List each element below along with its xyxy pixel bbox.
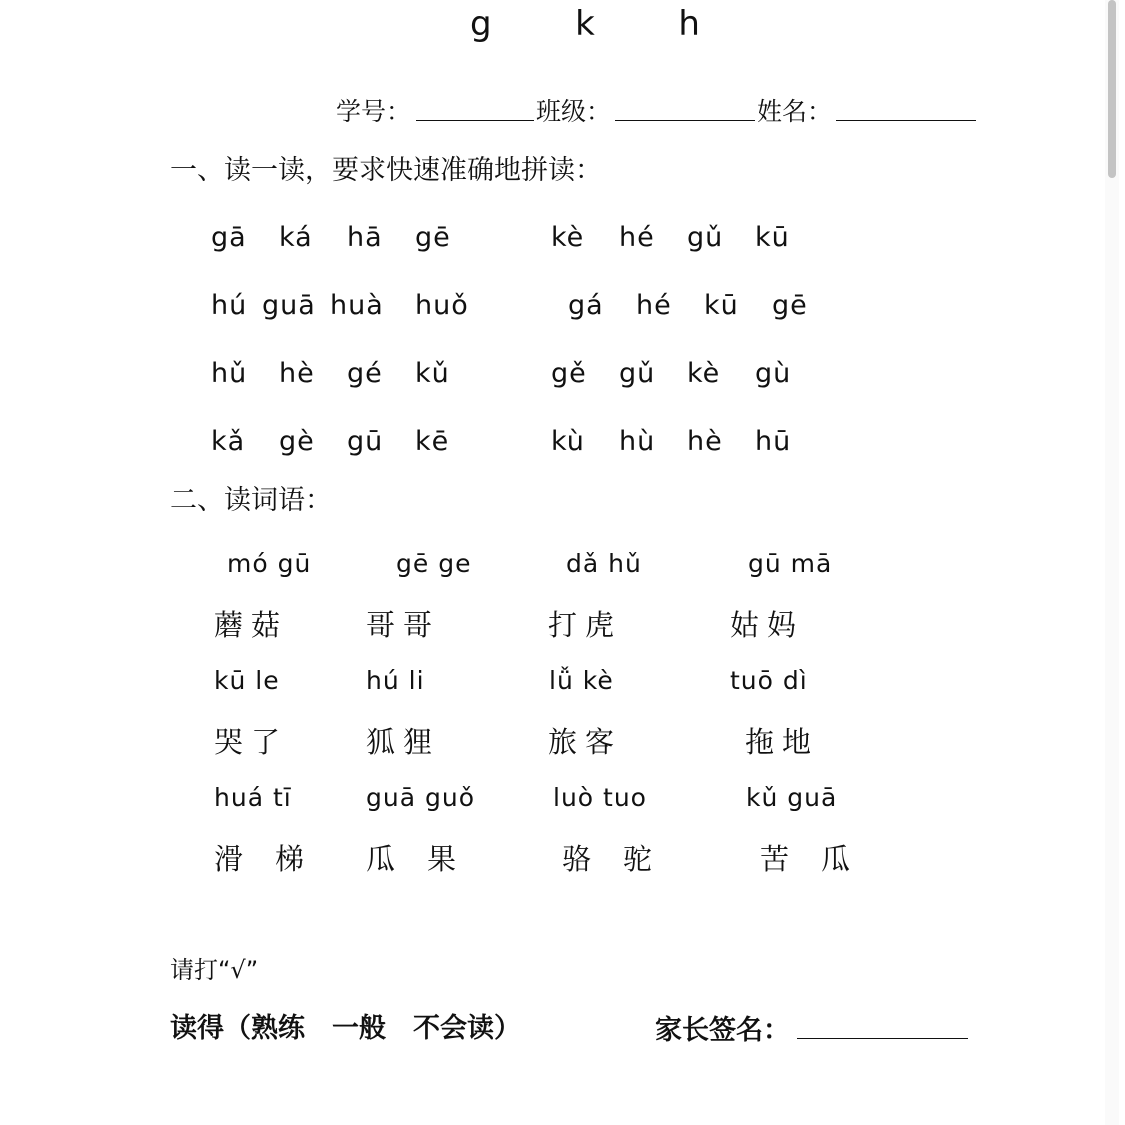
pinyin-syllable: kè	[551, 222, 585, 253]
word-hanzi: 旅客	[548, 725, 623, 759]
pinyin-syllable: hè	[687, 426, 723, 457]
student-id-blank[interactable]	[416, 120, 534, 121]
pinyin-syllable: kū	[755, 222, 790, 253]
word-hanzi: 姑妈	[730, 608, 805, 642]
pinyin-syllable: hè	[279, 358, 315, 389]
section2-heading: 二、读词语：	[170, 485, 332, 516]
pinyin-syllable: gē	[772, 290, 808, 321]
name-blank[interactable]	[836, 120, 976, 121]
word-pinyin: huá tī	[214, 783, 292, 812]
pinyin-syllable: hù	[619, 426, 656, 457]
pinyin-syllable: hǔ	[211, 358, 248, 389]
pinyin-syllable: gù	[755, 358, 792, 389]
student-id-label: 学号：	[336, 97, 412, 126]
reading-level-options: 读得（熟练 一般 不会读）	[170, 1013, 521, 1044]
pinyin-syllable: hū	[755, 426, 792, 457]
word-hanzi: 苦瓜	[760, 842, 883, 876]
pinyin-syllable: guā	[262, 290, 316, 321]
pinyin-syllable: huǒ	[415, 290, 469, 321]
pinyin-syllable: gē	[415, 222, 451, 253]
pinyin-syllable: kǔ	[415, 358, 450, 389]
pinyin-syllable: huà	[330, 290, 384, 321]
pinyin-syllable: hā	[347, 222, 383, 253]
title-letter: g	[470, 4, 492, 44]
title-letter: k	[575, 4, 595, 44]
worksheet-title	[470, 4, 700, 44]
pinyin-syllable: gǔ	[687, 222, 724, 253]
pinyin-syllable: hé	[619, 222, 655, 253]
pinyin-syllable: ká	[279, 222, 313, 253]
word-hanzi: 哥哥	[366, 608, 441, 642]
pinyin-syllable: gū	[347, 426, 384, 457]
class-label: 班级：	[536, 97, 612, 126]
pinyin-syllable: kù	[551, 426, 585, 457]
word-hanzi: 拖地	[745, 725, 820, 759]
name-label: 姓名：	[757, 97, 833, 126]
word-pinyin: hú li	[366, 666, 425, 695]
word-hanzi: 瓜果	[366, 842, 489, 876]
word-pinyin: gē ge	[396, 549, 472, 578]
word-hanzi: 滑梯	[214, 842, 337, 876]
parent-signature-blank[interactable]	[797, 1038, 968, 1039]
word-pinyin: kǔ guā	[746, 783, 838, 812]
pinyin-syllable: gǔ	[619, 358, 656, 389]
pinyin-syllable: kū	[704, 290, 739, 321]
pinyin-syllable: kǎ	[211, 426, 246, 457]
word-pinyin: dǎ hǔ	[566, 549, 642, 578]
word-pinyin: mó gū	[227, 549, 312, 578]
word-hanzi: 骆驼	[562, 842, 685, 876]
pinyin-syllable: hé	[636, 290, 672, 321]
word-hanzi: 狐狸	[366, 725, 441, 759]
section1-heading: 一、读一读，要求快速准确地拼读：	[170, 155, 602, 186]
word-pinyin: luò tuo	[553, 783, 647, 812]
vertical-scrollbar[interactable]	[1105, 0, 1119, 1125]
title-letter: h	[678, 4, 700, 44]
parent-signature-label: 家长签名：	[655, 1015, 790, 1046]
pinyin-syllable: gá	[568, 290, 604, 321]
pinyin-syllable: gě	[551, 358, 587, 389]
word-pinyin: lǚ kè	[549, 666, 614, 695]
word-pinyin: kū le	[214, 666, 280, 695]
word-pinyin: gū mā	[748, 549, 833, 578]
word-hanzi: 哭了	[214, 725, 289, 759]
word-pinyin: guā guǒ	[366, 783, 475, 812]
pinyin-syllable: kē	[415, 426, 450, 457]
word-hanzi: 打虎	[548, 608, 623, 642]
pinyin-syllable: gè	[279, 426, 315, 457]
pinyin-syllable: kè	[687, 358, 721, 389]
word-pinyin: tuō dì	[730, 666, 808, 695]
pinyin-syllable: gā	[211, 222, 247, 253]
scrollbar-thumb[interactable]	[1108, 0, 1116, 178]
check-instruction: 请打“√”	[170, 956, 259, 984]
class-blank[interactable]	[615, 120, 755, 121]
word-hanzi: 蘑菇	[214, 608, 289, 642]
pinyin-syllable: hú	[211, 290, 248, 321]
pinyin-syllable: gé	[347, 358, 383, 389]
